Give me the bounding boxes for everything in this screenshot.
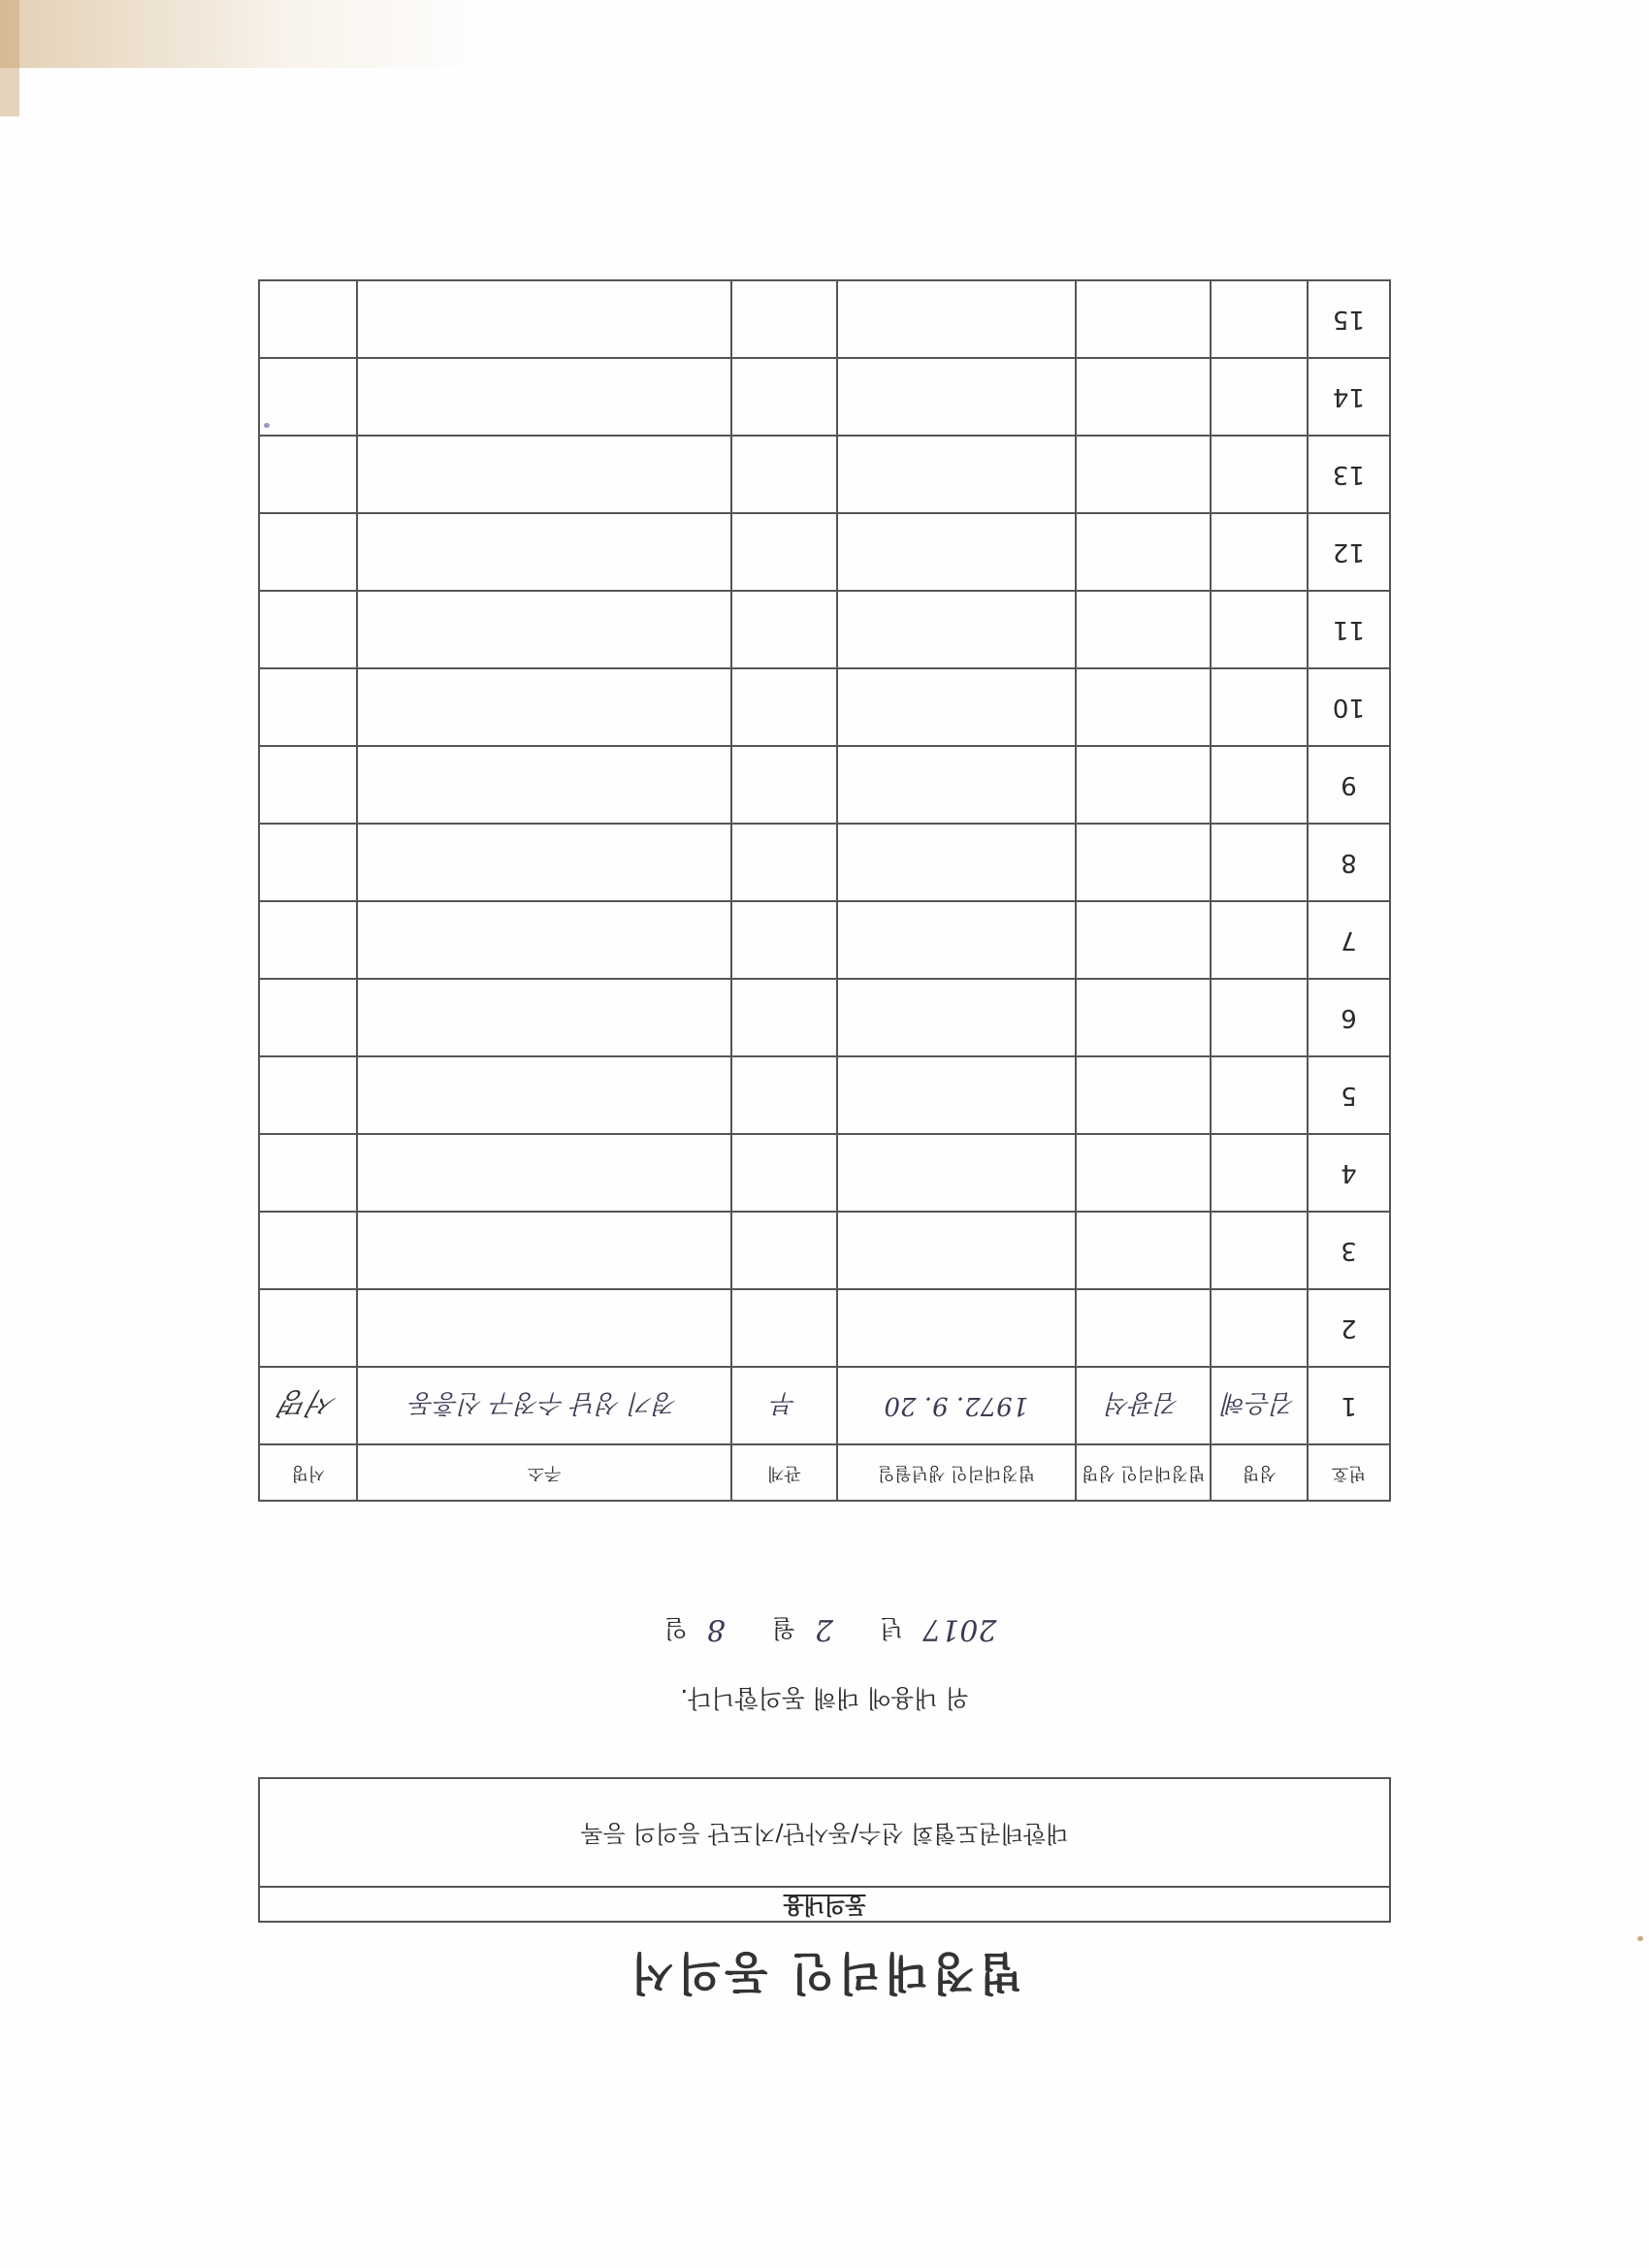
date-month-unit: 월 [771, 1614, 795, 1642]
cell-relation [731, 979, 838, 1056]
date-day-unit: 일 [663, 1614, 688, 1642]
cell-guardian-birth: 1972. 9. 20 [837, 1367, 1075, 1444]
header-guardian-birth: 법정대리인 생년월일 [837, 1444, 1075, 1501]
table-row [259, 1289, 1390, 1367]
cell-name [1211, 436, 1307, 513]
cell-relation: 부 [731, 1367, 838, 1444]
cell-guardian-birth [837, 979, 1075, 1056]
cell-address [357, 591, 730, 668]
cell-number: 3 [1308, 1212, 1390, 1289]
cell-guardian-birth [837, 746, 1075, 824]
cell-name [1211, 1289, 1307, 1367]
cell-guardian-name [1076, 746, 1212, 824]
cell-signature [259, 1367, 357, 1444]
cell-number: 10 [1308, 668, 1390, 746]
cell-guardian-birth [837, 901, 1075, 979]
header-guardian-name: 법정대리인 성명 [1076, 1444, 1212, 1501]
cell-number: 1 [1308, 1367, 1390, 1444]
cell-address [357, 280, 730, 358]
cell-relation [731, 1212, 838, 1289]
cell-signature [259, 824, 357, 901]
cell-address: 경기 성남 수정구 신흥동 [357, 1367, 730, 1444]
cell-address [357, 513, 730, 591]
cell-number: 9 [1308, 746, 1390, 824]
cell-name [1211, 513, 1307, 591]
cell-signature [259, 668, 357, 746]
cell-address [357, 668, 730, 746]
cell-name [1211, 668, 1307, 746]
cell-guardian-name [1076, 668, 1212, 746]
cell-name [1211, 824, 1307, 901]
cell-guardian-name [1076, 358, 1212, 436]
cell-relation [731, 358, 838, 436]
cell-name: 김은혜 [1211, 1367, 1307, 1444]
cell-guardian-name [1076, 901, 1212, 979]
date-year-unit: 년 [879, 1614, 904, 1642]
cell-signature [259, 979, 357, 1056]
date-month-value: 2 [814, 1612, 833, 1646]
cell-guardian-name [1076, 1056, 1212, 1134]
cell-guardian-birth [837, 591, 1075, 668]
cell-number: 6 [1308, 979, 1390, 1056]
date-line [0, 1612, 1649, 1647]
table-row [259, 901, 1390, 979]
cell-guardian-birth [837, 668, 1075, 746]
cell-relation [731, 436, 838, 513]
cell-name [1211, 280, 1307, 358]
header-signature: 서명 [259, 1444, 357, 1501]
cell-signature [259, 591, 357, 668]
cell-name [1211, 901, 1307, 979]
table-body [259, 280, 1390, 1444]
table-header-row [259, 1444, 1390, 1501]
cell-guardian-name [1076, 979, 1212, 1056]
table-row [259, 668, 1390, 746]
cell-relation [731, 901, 838, 979]
table-row [259, 280, 1390, 358]
cell-relation [731, 1056, 838, 1134]
cell-guardian-name [1076, 824, 1212, 901]
cell-number: 4 [1308, 1134, 1390, 1212]
cell-address [357, 1134, 730, 1212]
cell-number: 15 [1308, 280, 1390, 358]
table-row [259, 979, 1390, 1056]
cell-number: 7 [1308, 901, 1390, 979]
cell-address [357, 436, 730, 513]
cell-address [357, 901, 730, 979]
header-address: 주소 [357, 1444, 730, 1501]
cell-signature [259, 280, 357, 358]
table-row [259, 1212, 1390, 1289]
cell-guardian-name [1076, 280, 1212, 358]
cell-guardian-name: 김광석 [1076, 1367, 1212, 1444]
cell-guardian-name [1076, 1134, 1212, 1212]
table-row [259, 513, 1390, 591]
cell-guardian-birth [837, 280, 1075, 358]
cell-address [357, 979, 730, 1056]
cell-guardian-birth [837, 513, 1075, 591]
table-row [259, 1367, 1390, 1444]
cell-signature [259, 746, 357, 824]
cell-relation [731, 280, 838, 358]
cell-relation [731, 513, 838, 591]
cell-guardian-birth [837, 1056, 1075, 1134]
header-relation: 관계 [731, 1444, 838, 1501]
cell-guardian-name [1076, 1212, 1212, 1289]
table-row [259, 824, 1390, 901]
cell-address [357, 358, 730, 436]
cell-signature [259, 513, 357, 591]
cell-relation [731, 1289, 838, 1367]
cell-relation [731, 824, 838, 901]
cell-guardian-name [1076, 436, 1212, 513]
cell-number: 5 [1308, 1056, 1390, 1134]
cell-number: 14 [1308, 358, 1390, 436]
cell-relation [731, 668, 838, 746]
cell-signature [259, 901, 357, 979]
cell-address [357, 824, 730, 901]
cell-guardian-name [1076, 1289, 1212, 1367]
cell-guardian-name [1076, 513, 1212, 591]
scan-speck [264, 423, 270, 428]
date-year-value: 2017 [922, 1612, 997, 1646]
consent-header: 동의내용 [260, 1886, 1389, 1921]
cell-address [357, 1289, 730, 1367]
document-title: 법정대리인 동의서 [627, 1947, 1022, 1999]
table-row [259, 358, 1390, 436]
header-number: 번호 [1308, 1444, 1390, 1501]
table-row [259, 591, 1390, 668]
cell-guardian-birth [837, 824, 1075, 901]
consent-text: 대한테권도협회 선수/동사단/지도단 등의의 등록 [580, 1820, 1069, 1847]
cell-name [1211, 1134, 1307, 1212]
cell-signature [259, 1056, 357, 1134]
cell-guardian-birth [837, 358, 1075, 436]
header-name: 성명 [1211, 1444, 1307, 1501]
cell-name [1211, 591, 1307, 668]
table-row [259, 1056, 1390, 1134]
table-row [259, 1134, 1390, 1212]
cell-name [1211, 1056, 1307, 1134]
cell-name [1211, 979, 1307, 1056]
cell-signature [259, 436, 357, 513]
date-day-value: 8 [706, 1612, 726, 1646]
cell-number: 8 [1308, 824, 1390, 901]
cell-name [1211, 358, 1307, 436]
cell-guardian-birth [837, 1212, 1075, 1289]
cell-guardian-birth [837, 436, 1075, 513]
agree-statement: 위 내용에 대해 동의합니다. [680, 1684, 969, 1712]
cell-address [357, 746, 730, 824]
cell-address [357, 1056, 730, 1134]
cell-signature [259, 358, 357, 436]
cell-signature [259, 1212, 357, 1289]
cell-relation [731, 1134, 838, 1212]
cell-signature [259, 1289, 357, 1367]
table-row [259, 436, 1390, 513]
guardian-table [258, 279, 1391, 1502]
signature-mark: 서명 [275, 1385, 342, 1419]
table-row [259, 746, 1390, 824]
consent-box [258, 1777, 1391, 1923]
cell-number: 2 [1308, 1289, 1390, 1367]
cell-number: 11 [1308, 591, 1390, 668]
cell-guardian-birth [837, 1134, 1075, 1212]
cell-number: 12 [1308, 513, 1390, 591]
cell-address [357, 1212, 730, 1289]
cell-name [1211, 746, 1307, 824]
scan-speck [1637, 1936, 1643, 1941]
cell-guardian-birth [837, 1289, 1075, 1367]
cell-guardian-name [1076, 591, 1212, 668]
cell-name [1211, 1212, 1307, 1289]
cell-relation [731, 746, 838, 824]
cell-signature [259, 1134, 357, 1212]
cell-number: 13 [1308, 436, 1390, 513]
cell-relation [731, 591, 838, 668]
